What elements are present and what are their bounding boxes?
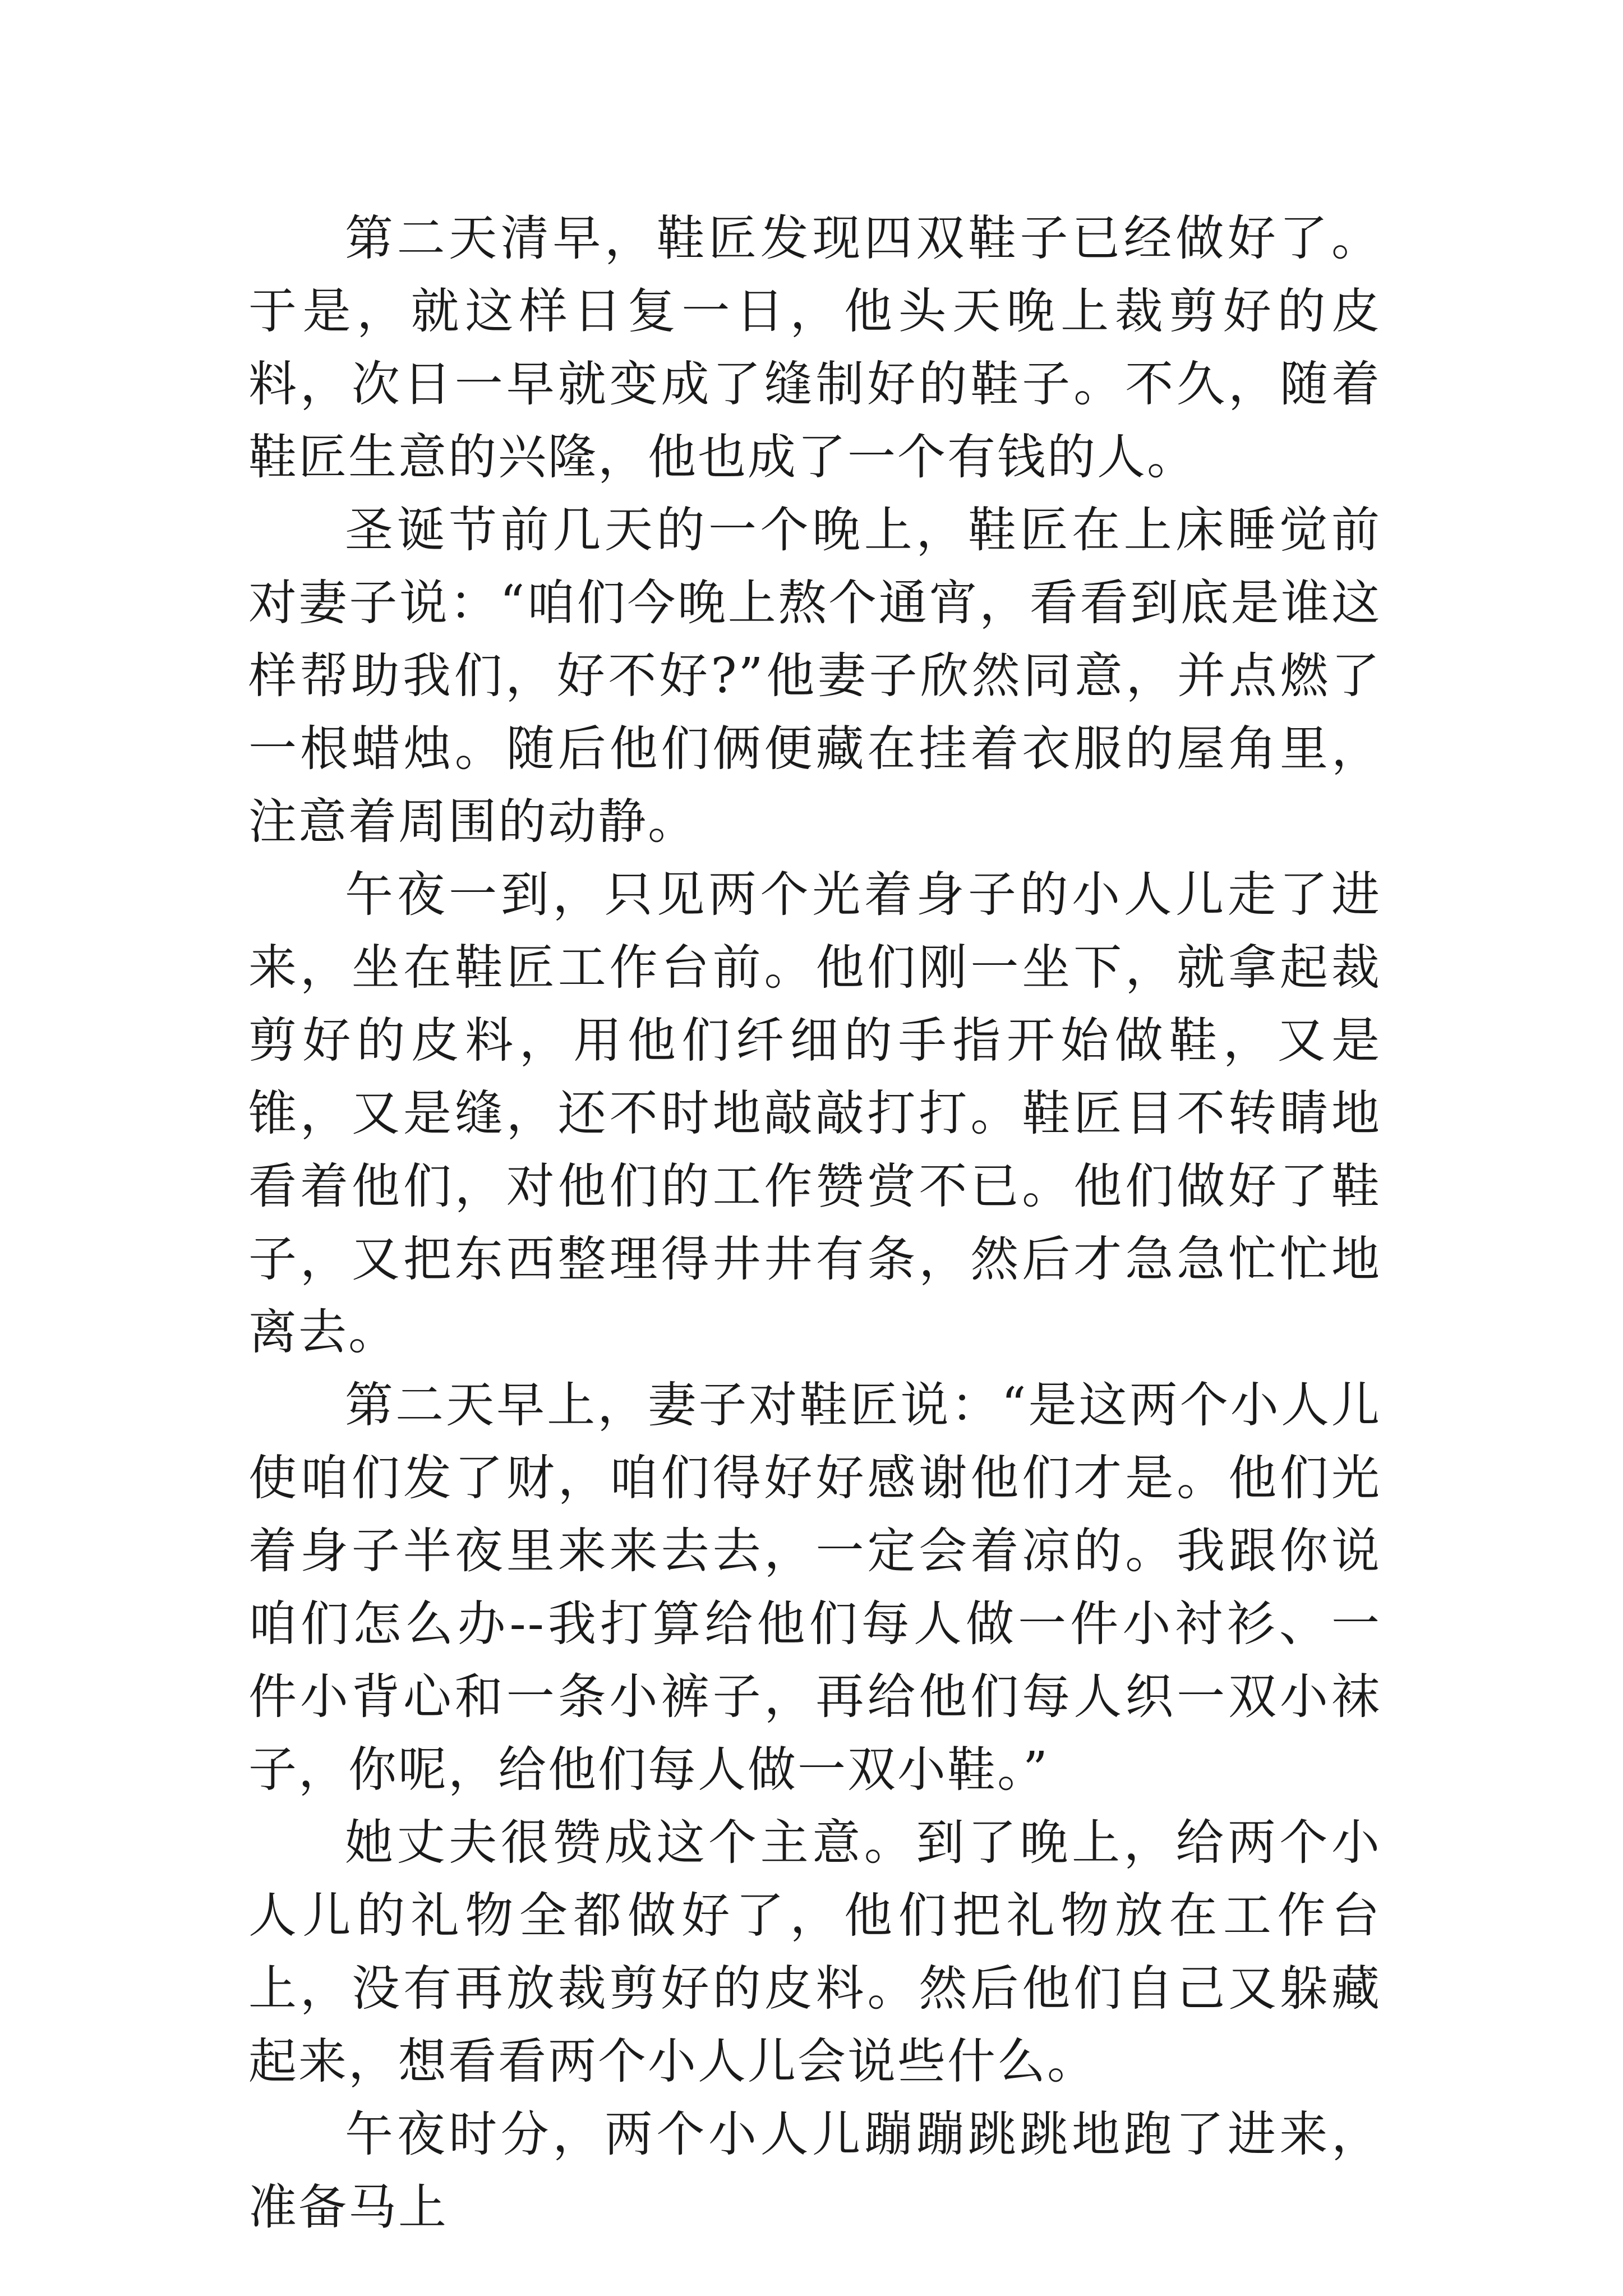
- paragraph: 她丈夫很赞成这个主意。到了晚上，给两个小人儿的礼物全都做好了，他们把礼物放在工作台上，没有再放裁剪好的皮料。然后他们自己又躲藏起来，想看看两个小人儿会说些什么。: [248, 1815, 1381, 2090]
- paragraph: 第二天清早，鞋匠发现四双鞋子已经做好了。于是，就这样日复一日，他头天晚上裁剪好的皮料，次日一早就变成了缝制好的鞋子。不久，随着鞋匠生意的兴隆，他也成了一个有钱的人。: [248, 210, 1381, 485]
- paragraph: 午夜一到，只见两个光着身子的小人儿走了进来，坐在鞋匠工作台前。他们刚一坐下，就拿起裁剪好的皮料，用他们纤细的手指开始做鞋，又是锥，又是缝，还不时地敲敲打打。鞋匠目不转睛地看着他们，对他们的工作赞赏不已。他们做好了鞋子，又把东西整理得井井有条，然后才急急忙忙地离去。: [248, 867, 1381, 1360]
- story-text: [248, 202, 1381, 2244]
- paragraph: 圣诞节前几天的一个晚上，鞋匠在上床睡觉前对妻子说：“咱们今晚上熬个通宵，看看到底是谁这样帮助我们，好不好?”他妻子欣然同意，并点燃了一根蜡烛。随后他们俩便藏在挂着衣服的屋角里，注意着周围的动静。: [248, 502, 1381, 850]
- paragraph: 午夜时分，两个小人儿蹦蹦跳跳地跑了进来，准备马上: [248, 2106, 1381, 2235]
- paragraph: 第二天早上，妻子对鞋匠说：“是这两个小人儿使咱们发了财，咱们得好好感谢他们才是。他们光着身子半夜里来来去去，一定会着凉的。我跟你说咱们怎么办--我打算给他们每人做一件小衬衫、一件小背心和一条小裤子，再给他们每人织一双小袜子，你呢，给他们每人做一双小鞋。”: [248, 1377, 1381, 1798]
